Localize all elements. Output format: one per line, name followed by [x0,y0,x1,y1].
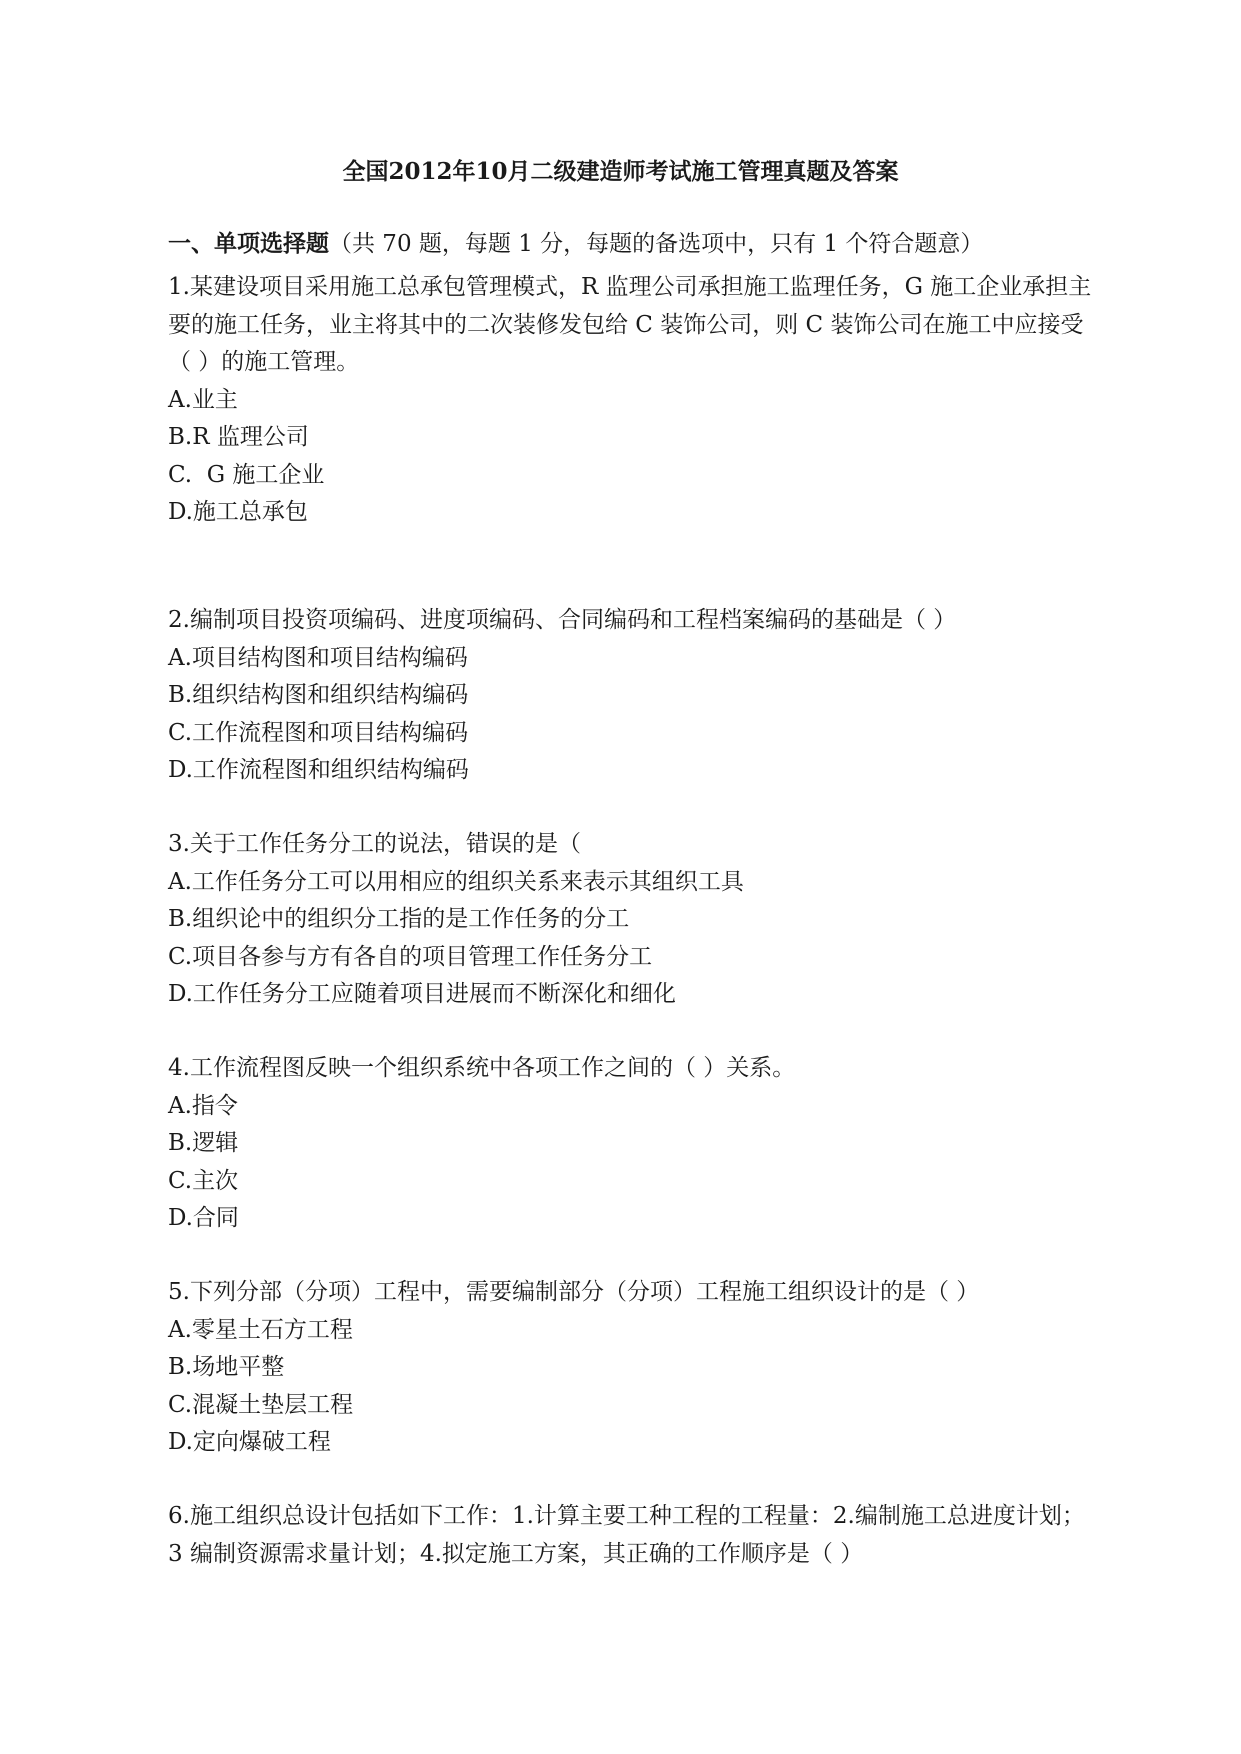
question-6 [168,1498,1093,1573]
section-heading [168,228,983,260]
question-3 [168,826,1093,1014]
question-stem: 6.施工组织总设计包括如下工作：1.计算主要工种工程的工程量：2.编制施工总进度计划；3 编制资源需求量计划；4.拟定施工方案，其正确的工作顺序是（ ） [168,1503,1085,1567]
question-stem: 3.关于工作任务分工的说法，错误的是（ [168,831,581,857]
option-b: B.组织结构图和组织结构编码 [168,682,469,708]
option-a: A.项目结构图和项目结构编码 [168,644,468,671]
option-a: A.业主 [168,386,238,413]
question-2 [168,602,1093,790]
question-stem: 2.编制项目投资项编码、进度项编码、合同编码和工程档案编码的基础是（ ） [168,607,957,633]
option-c: C.工作流程图和项目结构编码 [168,719,469,746]
document-title: 全国2012年10月二级建造师考试施工管理真题及答案 [342,158,899,185]
option-d: D.合同 [168,1205,239,1231]
option-d: D.施工总承包 [168,499,308,525]
option-c: C.项目各参与方有各自的项目管理工作任务分工 [168,943,653,970]
question-stem: 1.某建设项目采用施工总承包管理模式，R 监理公司承担施工监理任务，G 施工企业承担主要的施工任务，业主将其中的二次装修发包给 C 装饰公司，则 C 装饰公司在施工中应接受（ ）的施工管理。 [168,274,1092,375]
option-c: C. G 施工企业 [168,461,325,488]
section-note: （共 70 题，每题 1 分，每题的备选项中，只有 1 个符合题意） [329,231,984,257]
question-1 [168,269,1093,532]
option-c: C.主次 [168,1167,239,1194]
option-d: D.定向爆破工程 [168,1429,331,1455]
option-d: D.工作流程图和组织结构编码 [168,757,469,783]
option-d: D.工作任务分工应随着项目进展而不断深化和细化 [168,981,676,1007]
question-stem: 5.下列分部（分项）工程中，需要编制部分（分项）工程施工组织设计的是（ ） [168,1279,980,1305]
option-c: C.混凝土垫层工程 [168,1391,354,1418]
option-a: A.工作任务分工可以用相应的组织关系来表示其组织工具 [168,868,744,895]
section-title: 一、单项选择题 [168,230,329,257]
question-stem: 4.工作流程图反映一个组织系统中各项工作之间的（ ）关系。 [168,1055,796,1081]
question-4 [168,1050,1093,1238]
option-b: B.逻辑 [168,1130,239,1156]
option-b: B.R 监理公司 [168,424,309,450]
option-b: B.组织论中的组织分工指的是工作任务的分工 [168,906,630,932]
option-b: B.场地平整 [168,1354,285,1380]
option-a: A.零星土石方工程 [168,1316,353,1343]
question-5 [168,1274,1093,1462]
option-a: A.指令 [168,1092,238,1119]
